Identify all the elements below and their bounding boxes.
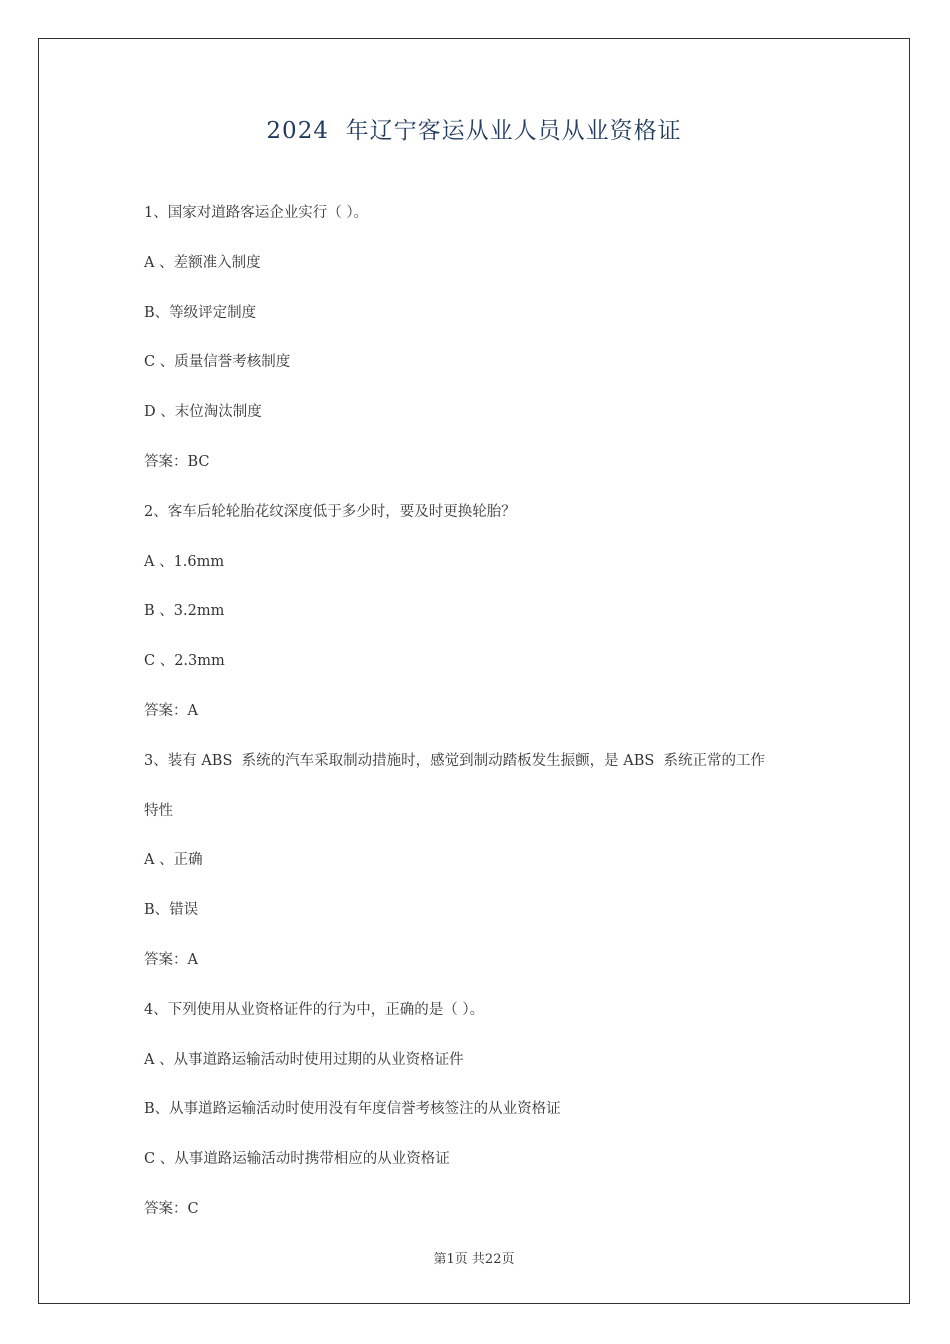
question-4-text: 4、下列使用从业资格证件的行为中，正确的是（ ）。 (144, 1001, 485, 1018)
question-list (144, 201, 824, 1247)
question-4-option-b: B、从事道路运输活动时使用没有年度信誉考核签注的从业资格证 (144, 1101, 561, 1118)
question-1-option-d: D 、末位淘汰制度 (144, 404, 262, 421)
page-footer: 第1页 共22页 (433, 1252, 515, 1267)
question-1-option-c: C 、质量信誉考核制度 (144, 354, 291, 371)
question-1-text: 1、国家对道路客运企业实行（ ）。 (144, 205, 369, 221)
question-3-option-b: B、错误 (144, 902, 199, 919)
question-3-text-continued: 特性 (144, 802, 173, 819)
document-title: 2024 年辽宁客运从业人员从业资格证 (266, 118, 682, 144)
question-1-answer: 答案：BC (144, 453, 210, 470)
question-2-text: 2、客车后轮轮胎花纹深度低于多少时，要及时更换轮胎？ (144, 503, 516, 520)
question-4-answer: 答案：C (144, 1200, 199, 1217)
question-1-option-b: B、等级评定制度 (144, 304, 257, 321)
question-3-answer: 答案：A (144, 951, 198, 968)
question-3-option-a: A 、正确 (144, 852, 203, 869)
question-4-option-c: C 、从事道路运输活动时携带相应的从业资格证 (144, 1151, 450, 1168)
question-2-answer: 答案：A (144, 702, 198, 719)
question-2-option-b: B 、3.2mm (144, 603, 225, 620)
question-2-option-c: C 、2.3mm (144, 653, 225, 670)
question-1-option-a: A 、差额准入制度 (144, 254, 261, 271)
question-4-option-a: A 、从事道路运输活动时使用过期的从业资格证件 (144, 1051, 464, 1068)
question-3-text: 3、装有 ABS 系统的汽车采取制动措施时，感觉到制动踏板发生振颤，是 ABS 系统正常的工作 (144, 752, 765, 769)
question-2-option-a: A 、1.6mm (144, 553, 225, 570)
